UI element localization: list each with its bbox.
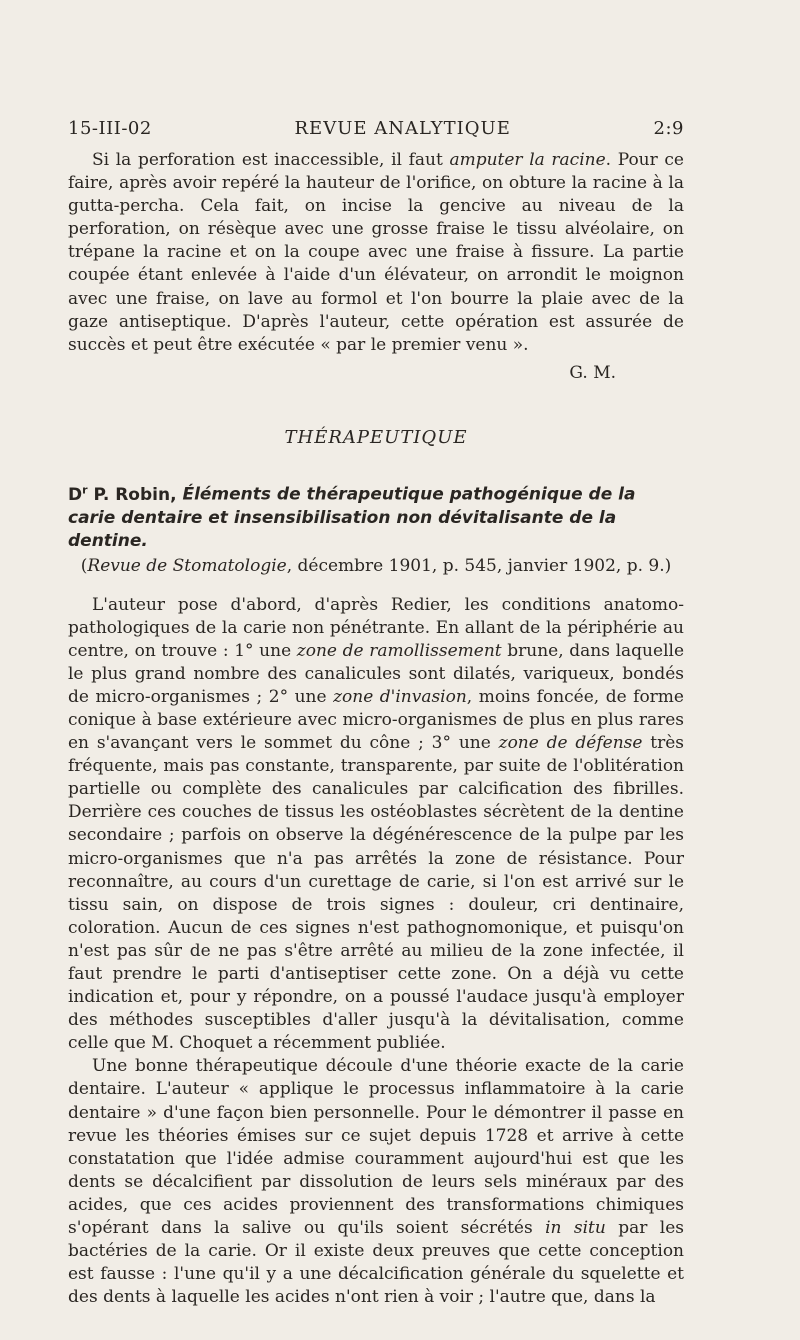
header-journal-title: REVUE ANALYTIQUE — [294, 118, 511, 139]
document-page — [68, 118, 684, 1309]
article-paragraph-2: Une bonne thérapeutique découle d'une théorie exacte de la carie dentaire. L'auteur « applique le processus inflammatoire à la carie dentaire » d'une façon bien personnelle. Pour le démontrer il passe en revue les théories émises sur ce sujet depuis 1728 et arrive à cette constatation que l'idée admise couramment aujourd'hui est que les dents se décalcifient par dissolution de leurs sels minéraux par des acides, que ces acides proviennent des transformations chimiques s'opérant dans la salive ou qu'ils soient sécrétés in situ par les bactéries de la carie. Or il existe deux preuves que cette conception est fausse : l'une qu'il y a une décalcification générale du squelette et des dents à laquelle les acides n'ont rien à voir ; l'autre que, dans la — [68, 1056, 685, 1308]
page-number: 2:9 — [653, 118, 684, 139]
reference-journal: Revue de Stomatologie — [87, 555, 287, 576]
running-header — [68, 118, 684, 139]
signature: G. M. — [569, 362, 616, 383]
previous-article-paragraph: Si la perforation est inaccessible, il faut amputer la racine. Pour ce faire, après avoir repéré la hauteur de l'orifice, on obture la racine à la gutta-percha. Cela fait, on incise la gencive au niveau de la perforation, on résèque avec une grosse fraise le tissu alvéolaire, on trépane la racine et on la coupe avec une fraise à fissure. La partie coupée étant enlevée à l'aide d'un élévateur, on arrondit le moignon avec une fraise, on lave au formol et l'on bourre la plaie avec de la gaze antiseptique. D'après l'auteur, cette opération est assurée de succès et peut être exécutée « par le premier venu ». — [68, 150, 684, 355]
article-heading — [68, 478, 684, 553]
article-reference: (Revue de Stomatologie, décembre 1901, p. 545, janvier 1902, p. 9.) — [80, 555, 672, 576]
header-date: 15-III-02 — [68, 118, 152, 139]
section-title: THÉRAPEUTIQUE — [284, 426, 468, 448]
article-author: $D^r$ P. Robin, — [68, 482, 183, 505]
article-paragraph-1: L'auteur pose d'abord, d'après Redier, les conditions anatomo-pathologiques de la carie non pénétrante. En allant de la périphérie au centre, on trouve : 1° une zone de ramollissement brune, dans laquelle le plus grand nombre des canalicules sont dilatés, variqueux, bondés de micro-organismes ; 2° une zone d'invasion, moins foncée, de forme conique à base extérieure avec micro-organismes de plus en plus rares en s'avançant vers le sommet du cône ; 3° une zone de défense très fréquente, mais pas constante, transparente, par suite de l'oblitération partielle ou complète des canalicules par calcification des fibrilles. Derrière ces couches de tissus les ostéoblastes sécrètent de la dentine secondaire ; parfois on observe la dégénérescence de la pulpe par les micro-organismes que n'a pas arrêtés la zone de résistance. Pour reconnaître, au cours d'un curettage de carie, si l'on est arrivé sur le tissu sain, on dispose de trois signes : douleur, cri dentinaire, coloration. Aucun de ces signes n'est pathognomonique, et puisqu'on n'est pas sûr de ne pas s'être arrêté au milieu de la zone infectée, il faut prendre le parti d'antiseptiser cette zone. On a déjà vu cette indication et, pour y répondre, on a poussé l'audace jusqu'à employer des méthodes susceptibles d'aller jusqu'à la dévitalisation, comme celle que M. Choquet a récemment publiée. — [68, 594, 685, 1054]
article-title: Éléments de thérapeutique pathogénique de la carie dentaire et insensibilisation non dévitalisante de la dentine. — [68, 484, 636, 551]
